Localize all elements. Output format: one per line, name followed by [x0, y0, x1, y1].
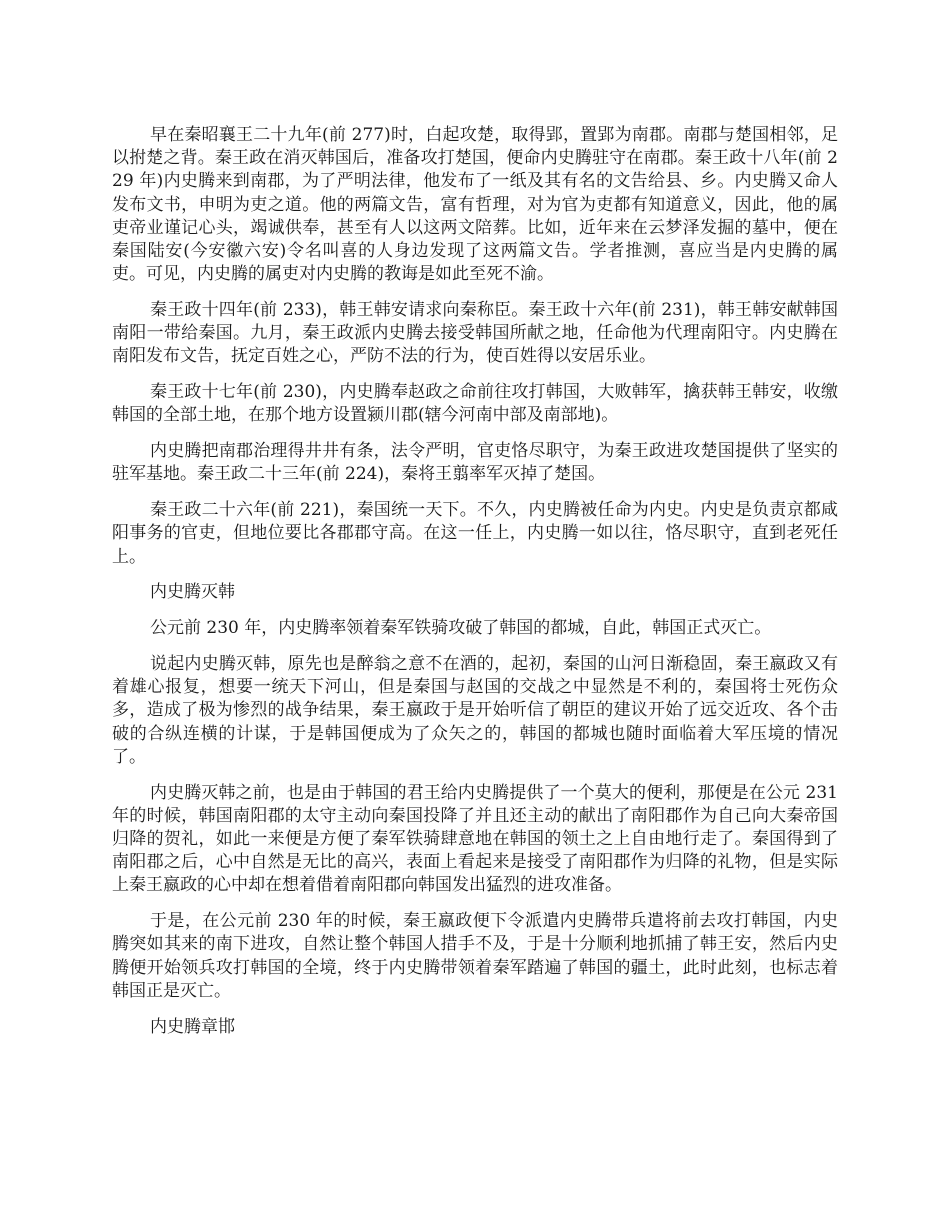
- paragraph: 于是，在公元前 230 年的时候，秦王嬴政便下令派遣内史腾带兵遣将前去攻打韩国，内史腾突如其来的南下进攻，自然让整个韩国人措手不及，于是十分顺利地抓捕了韩王安，然后内史腾便开始领兵攻打韩国的全境，终于内史腾带领着秦军踏遍了韩国的疆土，此时此刻，也标志着韩国正是灭亡。: [112, 911, 838, 1001]
- paragraph: 说起内史腾灭韩，原先也是醉翁之意不在酒的，起初，秦国的山河日渐稳固，秦王嬴政又有着雄心报复，想要一统天下河山，但是秦国与赵国的交战之中显然是不利的，秦国将士死伤众多，造成了极为惨烈的战争结果，秦王嬴政于是开始听信了朝臣的建议开始了远交近攻、各个击破的合纵连横的计谋，于是韩国便成为了众矢之的，韩国的都城也随时面临着大军压境的情况了。: [112, 654, 838, 767]
- paragraph: 早在秦昭襄王二十九年(前 277)时，白起攻楚，取得郢，置郢为南郡。南郡与楚国相邻，足以拊楚之背。秦王政在消灭韩国后，准备攻打楚国，便命内史腾驻守在南郡。秦王政十八年(前 229 年)内史腾来到南郡，为了严明法律，他发布了一纸及其有名的文告给县、乡。内史腾又命人发布文书，申明为吏之道。他的两篇文告，富有哲理，对为官为吏都有知道意义，因此，他的属吏帝业谨记心头，竭诚供奉，甚至有人以这两文陪葬。比如，近年来在云梦泽发掘的墓中，便在秦国陆安(今安徽六安)令名叫喜的人身边发现了这两篇文告。学者推测，喜应当是内史腾的属吏。可见，内史腾的属吏对内史腾的教诲是如此至死不渝。: [112, 125, 838, 285]
- document-body: [112, 124, 838, 1051]
- paragraph: 公元前 230 年，内史腾率领着秦军铁骑攻破了韩国的都城，自此，韩国正式灭亡。: [150, 618, 772, 639]
- paragraph: 内史腾把南郡治理得井井有条，法令严明，官吏恪尽职守，为秦王政进攻楚国提供了坚实的驻军基地。秦王政二十三年(前 224)，秦将王翦率军灭掉了楚国。: [112, 441, 838, 485]
- paragraph: 内史腾灭韩之前，也是由于韩国的君王给内史腾提供了一个莫大的便利，那便是在公元 231 年的时候，韩国南阳郡的太守主动向秦国投降了并且还主动的献出了南阳郡作为自己向大秦帝国归降的贺礼，如此一来便是方便了秦军铁骑肆意地在韩国的领土之上自由地行走了。秦国得到了南阳郡之后，心中自然是无比的高兴，表面上看起来是接受了南阳郡作为归降的礼物，但是实际上秦王嬴政的心中却在想着借着南阳郡向韩国发出猛烈的进攻准备。: [112, 782, 838, 896]
- paragraph: 秦王政二十六年(前 221)，秦国统一天下。不久，内史腾被任命为内史。内史是负责京都咸阳事务的官吏，但地位要比各郡郡守高。在这一任上，内史腾一如以往，恪尽职守，直到老死任上。: [112, 500, 838, 567]
- section-heading: 内史腾灭韩: [150, 582, 235, 603]
- paragraph: 秦王政十七年(前 230)，内史腾奉赵政之命前往攻打韩国，大败韩军，擒获韩王韩安，收缴韩国的全部土地，在那个地方设置颍川郡(辖今河南中部及南部地)。: [112, 382, 838, 426]
- section-heading: 内史腾章邯: [150, 1016, 235, 1037]
- paragraph: 秦王政十四年(前 233)，韩王韩安请求向秦称臣。秦王政十六年(前 231)，韩王韩安献韩国南阳一带给秦国。九月，秦王政派内史腾去接受韩国所献之地，任命他为代理南阳守。内史腾在南阳发布文告，抚定百姓之心，严防不法的行为，使百姓得以安居乐业。: [112, 300, 838, 367]
